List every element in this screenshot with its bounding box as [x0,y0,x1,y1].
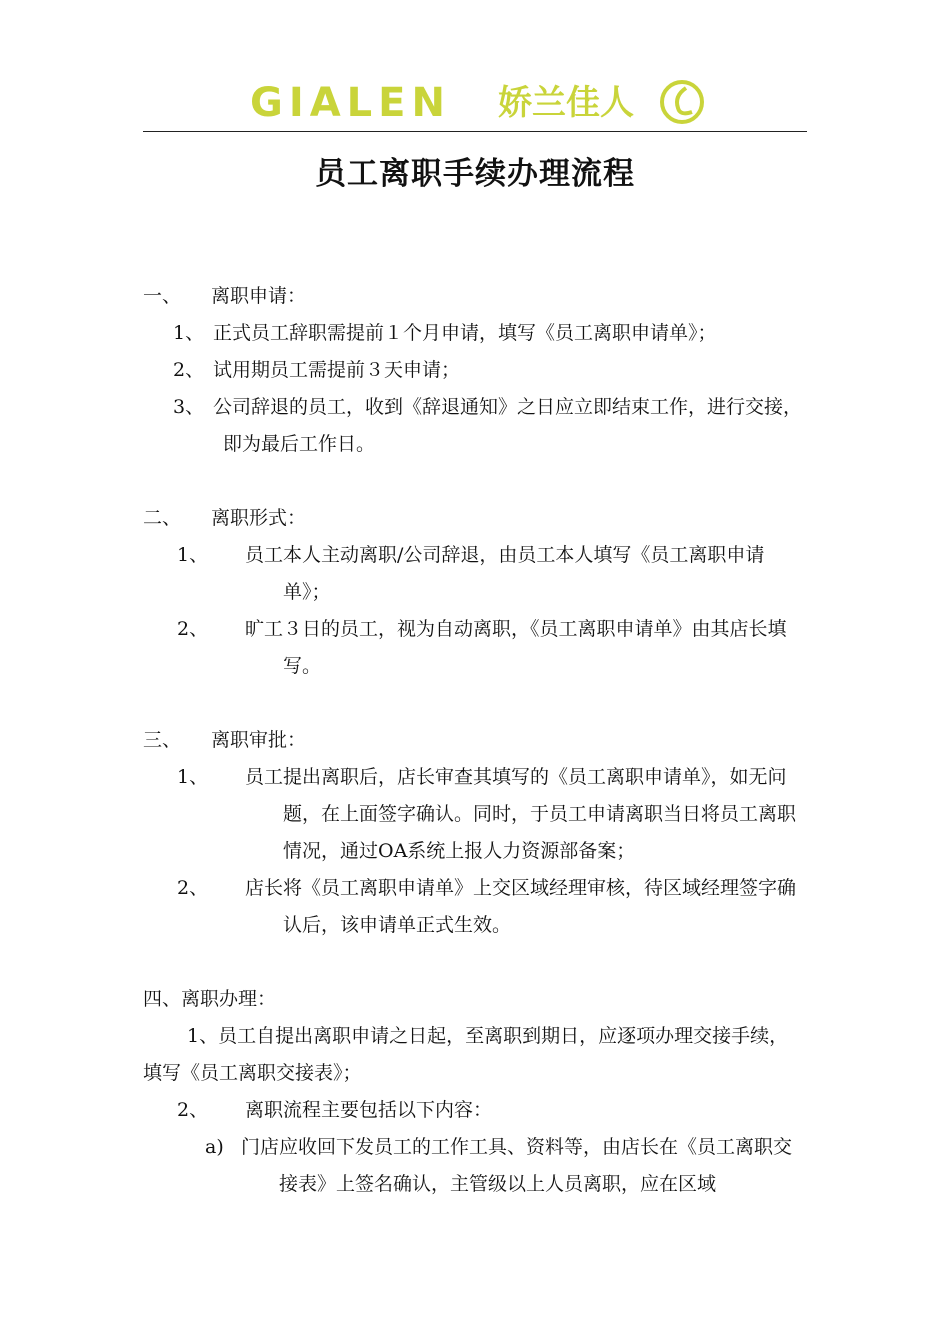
logo-emblem-icon [662,82,702,122]
section-number: 三、 [143,729,182,751]
item-number: 2、 [177,1099,209,1121]
item-number: 2、 [177,877,209,899]
list-item [143,870,807,944]
section-heading [143,722,807,759]
item-text: 试用期员工需提前３天申请； [213,359,461,381]
list-item [143,759,807,870]
logo-latin: GIALEN [250,80,451,126]
item-text: 旷工３日的员工，视为自动离职，《员工离职申请单》由其店长填写。 [245,618,787,677]
section-title: 离职申请： [211,285,307,307]
item-number: 3、 [173,396,205,418]
section-intro: 1、员工自提出离职申请之日起，至离职到期日，应逐项办理交接手续，填写《员工离职交接表》； [143,1025,789,1084]
item-text: 门店应收回下发员工的工作工具、资料等，由店长在《员工离职交接表》上签名确认，主管级以上人员离职，应在区域 [241,1136,793,1195]
list-item [143,1092,807,1129]
section-heading [143,981,807,1018]
list-item [143,537,807,611]
list-item [143,389,807,463]
section-heading [143,500,807,537]
document-title: 员工离职手续办理流程 [315,156,635,192]
section-heading [143,278,807,315]
section-number: 四、 [143,988,182,1010]
section-number: 二、 [143,507,182,529]
list-item [143,315,807,352]
gialen-logo [250,76,710,128]
header-rule [143,131,807,132]
list-item [143,611,807,685]
item-text: 离职流程主要包括以下内容： [245,1099,493,1121]
section-title: 离职形式： [211,507,307,529]
item-text: 员工本人主动离职/公司辞退，由员工本人填写《员工离职申请单》； [245,544,765,603]
item-text: 店长将《员工离职申请单》上交区域经理审核，待区域经理签字确认后，该申请单正式生效。 [245,877,797,936]
item-text: 正式员工辞职需提前１个月申请，填写《员工离职申请单》； [213,322,717,344]
item-number: 1、 [177,544,209,566]
section-title: 离职审批： [211,729,307,751]
sub-list-item [143,1129,807,1203]
item-number: 1、 [177,766,209,788]
item-number: a) [205,1136,224,1158]
section-title: 离职办理： [181,988,277,1010]
list-item [143,352,807,389]
item-number: 2、 [177,618,209,640]
item-text: 员工提出离职后，店长审查其填写的《员工离职申请单》，如无问题，在上面签字确认。同时，于员工申请离职当日将员工离职情况，通过OA系统上报人力资源部备案； [245,766,797,862]
item-text: 公司辞退的员工，收到《辞退通知》之日应立即结束工作，进行交接，即为最后工作日。 [213,396,803,455]
item-number: 2、 [173,359,205,381]
item-number: 1、 [173,322,205,344]
logo-chinese: 娇兰佳人 [498,83,634,123]
document-body [143,278,807,1203]
section-number: 一、 [143,285,182,307]
